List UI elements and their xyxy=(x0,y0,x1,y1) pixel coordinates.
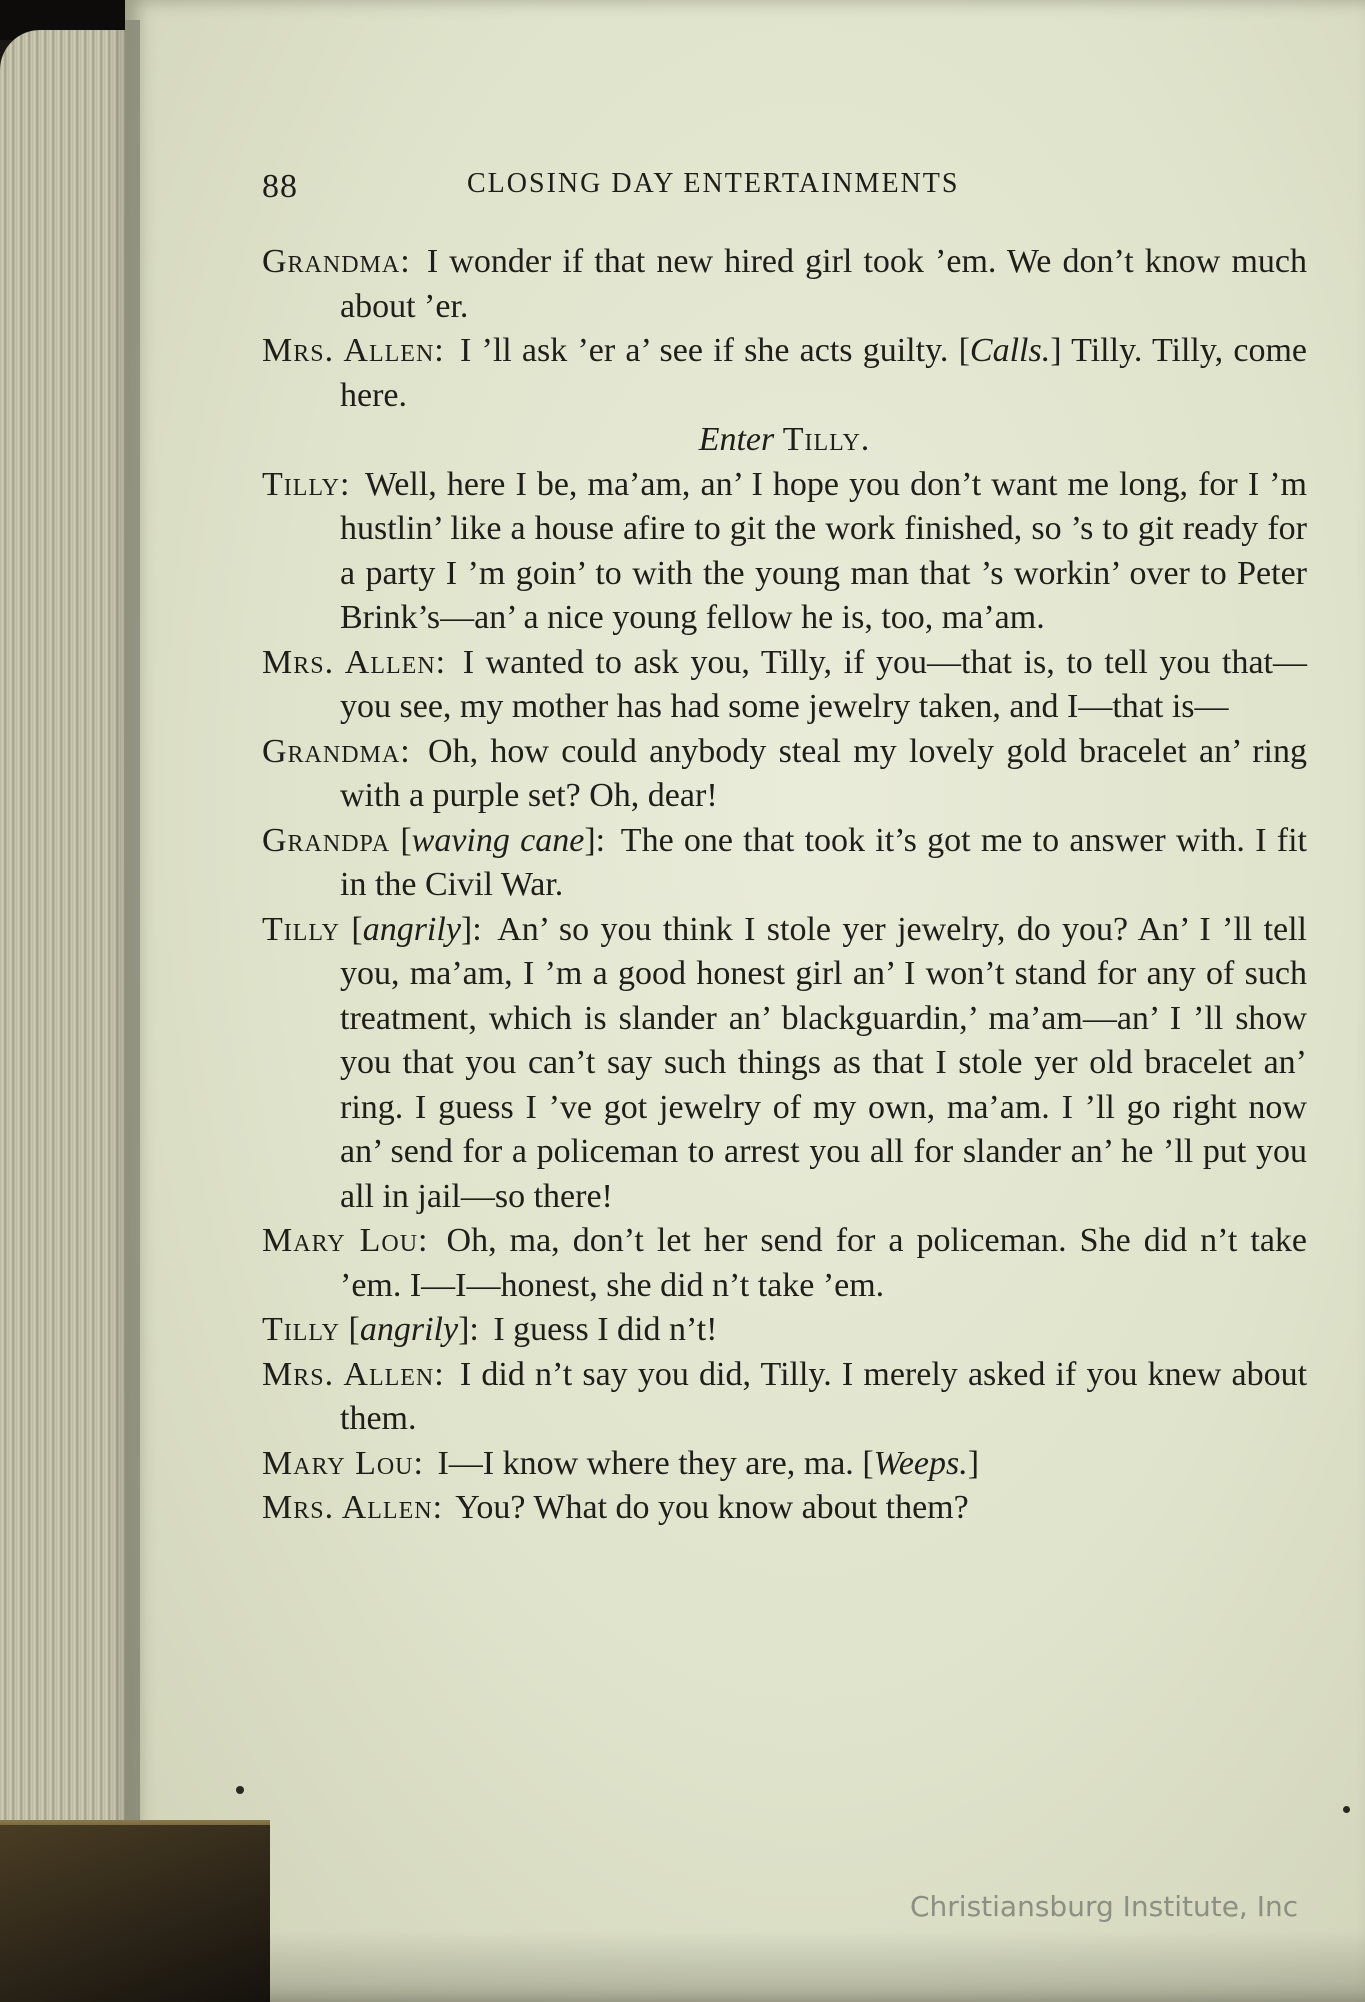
speaker-name: Tilly xyxy=(262,465,341,503)
stage-direction: Calls. xyxy=(969,332,1051,369)
speaker-name: Mary Lou xyxy=(262,1444,414,1482)
speaker-name: Grandma xyxy=(262,732,401,770)
gutter-shadow xyxy=(110,20,140,1820)
speech-line: Grandma: Oh, how could anybody steal my lovely gold bracelet an’ ring with a purple set? Oh, dear! xyxy=(262,732,1308,814)
speech-line: Mrs. Allen: You? What do you know about them? xyxy=(262,1489,969,1526)
speech-text: Tilly. Tilly, come here. xyxy=(340,332,1308,414)
speaker-name: Mary Lou xyxy=(262,1222,419,1259)
speech-text: I ’ll ask ’er a’ see if she acts guilty. xyxy=(459,332,949,369)
speech-line: Mrs. Allen: I did n’t say you did, Tilly. I merely asked if you knew about them. xyxy=(262,1355,1308,1437)
speech-line: Grandma: I wonder if that new hired girl took ’em. We don’t know much about ’er. xyxy=(262,243,1308,325)
stage-direction: waving cane xyxy=(411,821,585,859)
speech-text: I guess I did n’t! xyxy=(493,1311,718,1348)
speech-line: Mary Lou: Oh, ma, don’t let her send for a policeman. She did n’t take ’em. I—I—honest, she did n’t take ’em. xyxy=(262,1222,1308,1304)
speaker-name: Mrs. Allen xyxy=(262,1355,435,1393)
speaker-name: Tilly xyxy=(262,1311,341,1348)
speech-text: An’ so you think I stole yer jewelry, do you? An’ I ’ll tell you, ma’am, I ’m a good honest girl an’ I won’t stand for any of such treatment, which is slander an’ blackguardin,’ ma’am—an’ I ’ll show you that you can’t say such things as that I stole yer old bracelet an’ ring. I guess I ’ve got jewelry of my own, ma’am. I ’ll go right now an’ send for a policeman to arrest you all for slander an’ he ’ll put you all in jail—so there! xyxy=(340,910,1308,1215)
stage-direction: Enter xyxy=(698,421,775,458)
speech-line: Mrs. Allen: I wanted to ask you, Tilly, if you—that is, to tell you that—you see, my mother has had some jewelry taken, and I—that is— xyxy=(262,643,1307,725)
speech-line: Grandpa [waving cane]: The one that took it’s got me to answer with. I fit in the Civil War. xyxy=(262,821,1308,903)
stage-direction: Weeps. xyxy=(873,1444,968,1482)
speech-text: The one that took it’s got me to answer with. I fit in the Civil War. xyxy=(340,821,1308,903)
ink-speck xyxy=(1343,1806,1350,1813)
speaker-name: Tilly xyxy=(262,910,341,948)
speech-text: I wonder if that new hired girl took ’em. We don’t know much about ’er. xyxy=(340,243,1308,325)
speech-text: You? What do you know about them? xyxy=(455,1489,969,1526)
speaker-name: Tilly. xyxy=(782,421,871,458)
speech-text: I wanted to ask you, Tilly, if you—that is, to tell you that—you see, my mother has had some jewelry taken, and I—that is— xyxy=(340,643,1307,725)
speaker-name: Grandma xyxy=(262,243,401,280)
speech-text: I did n’t say you did, Tilly. I merely asked if you knew about them. xyxy=(340,1355,1308,1437)
play-script xyxy=(262,240,1307,1531)
speaker-name: Mrs. Allen xyxy=(262,1489,433,1526)
speech-text: Oh, how could anybody steal my lovely gold bracelet an’ ring with a purple set? Oh, dear! xyxy=(340,732,1308,814)
speaker-name: Grandpa xyxy=(262,821,391,859)
stage-entrance xyxy=(262,418,1307,463)
speech-line: Tilly: Well, here I be, ma’am, an’ I hope you don’t want me long, for I ’m hustlin’ like a house afire to git the work finished, so ’s to git ready for a party I ’m goin’ to with the young man that ’s workin’ over to Peter Brink’s—an’ a nice young fellow he is, too, ma’am. xyxy=(262,465,1307,636)
ink-speck xyxy=(236,1786,244,1794)
speech-line: Mrs. Allen: I ’ll ask ’er a’ see if she acts guilty. [Calls.] Tilly. Tilly, come here. xyxy=(262,332,1308,414)
speech-text: Well, here I be, ma’am, an’ I hope you don’t want me long, for I ’m hustlin’ like a house afire to git the work finished, so ’s to git ready for a party I ’m goin’ to with the young man that ’s workin’ over to Peter Brink’s—an’ a nice young fellow he is, too, ma’am. xyxy=(340,465,1307,636)
stage-direction: angrily xyxy=(359,1311,459,1348)
page-number: 88 xyxy=(262,168,298,205)
speech-line: Tilly [angrily]: An’ so you think I stole yer jewelry, do you? An’ I ’ll tell you, ma’am, I ’m a good honest girl an’ I won’t stand for any of such treatment, which is slander an’ blackguardin,’ ma’am—an’ I ’ll show you that you can’t say such things as that I stole yer old bracelet an’ ring. I guess I ’ve got jewelry of my own, ma’am. I ’ll go right now an’ send for a policeman to arrest you all for slander an’ he ’ll put you all in jail—so there! xyxy=(262,910,1308,1215)
speech-line: Tilly [angrily]: I guess I did n’t! xyxy=(262,1311,718,1348)
speech-line: Mary Lou: I—I know where they are, ma. [Weeps.] xyxy=(262,1444,980,1482)
watermark: Christiansburg Institute, Inc xyxy=(910,1890,1299,1923)
page-bottom-shade xyxy=(270,1930,1365,2002)
page-header xyxy=(262,168,1082,208)
stage-direction: angrily xyxy=(362,910,461,948)
speaker-name: Mrs. Allen xyxy=(262,643,436,681)
running-title: CLOSING DAY ENTERTAINMENTS xyxy=(467,168,960,199)
speech-text: I—I know where they are, ma. xyxy=(437,1444,854,1482)
speech-text: Oh, ma, don’t let her send for a policeman. She did n’t take ’em. I—I—honest, she did n’t take ’em. xyxy=(340,1222,1308,1304)
book-cover-corner xyxy=(0,1825,270,2002)
speaker-name: Mrs. Allen xyxy=(262,332,435,369)
